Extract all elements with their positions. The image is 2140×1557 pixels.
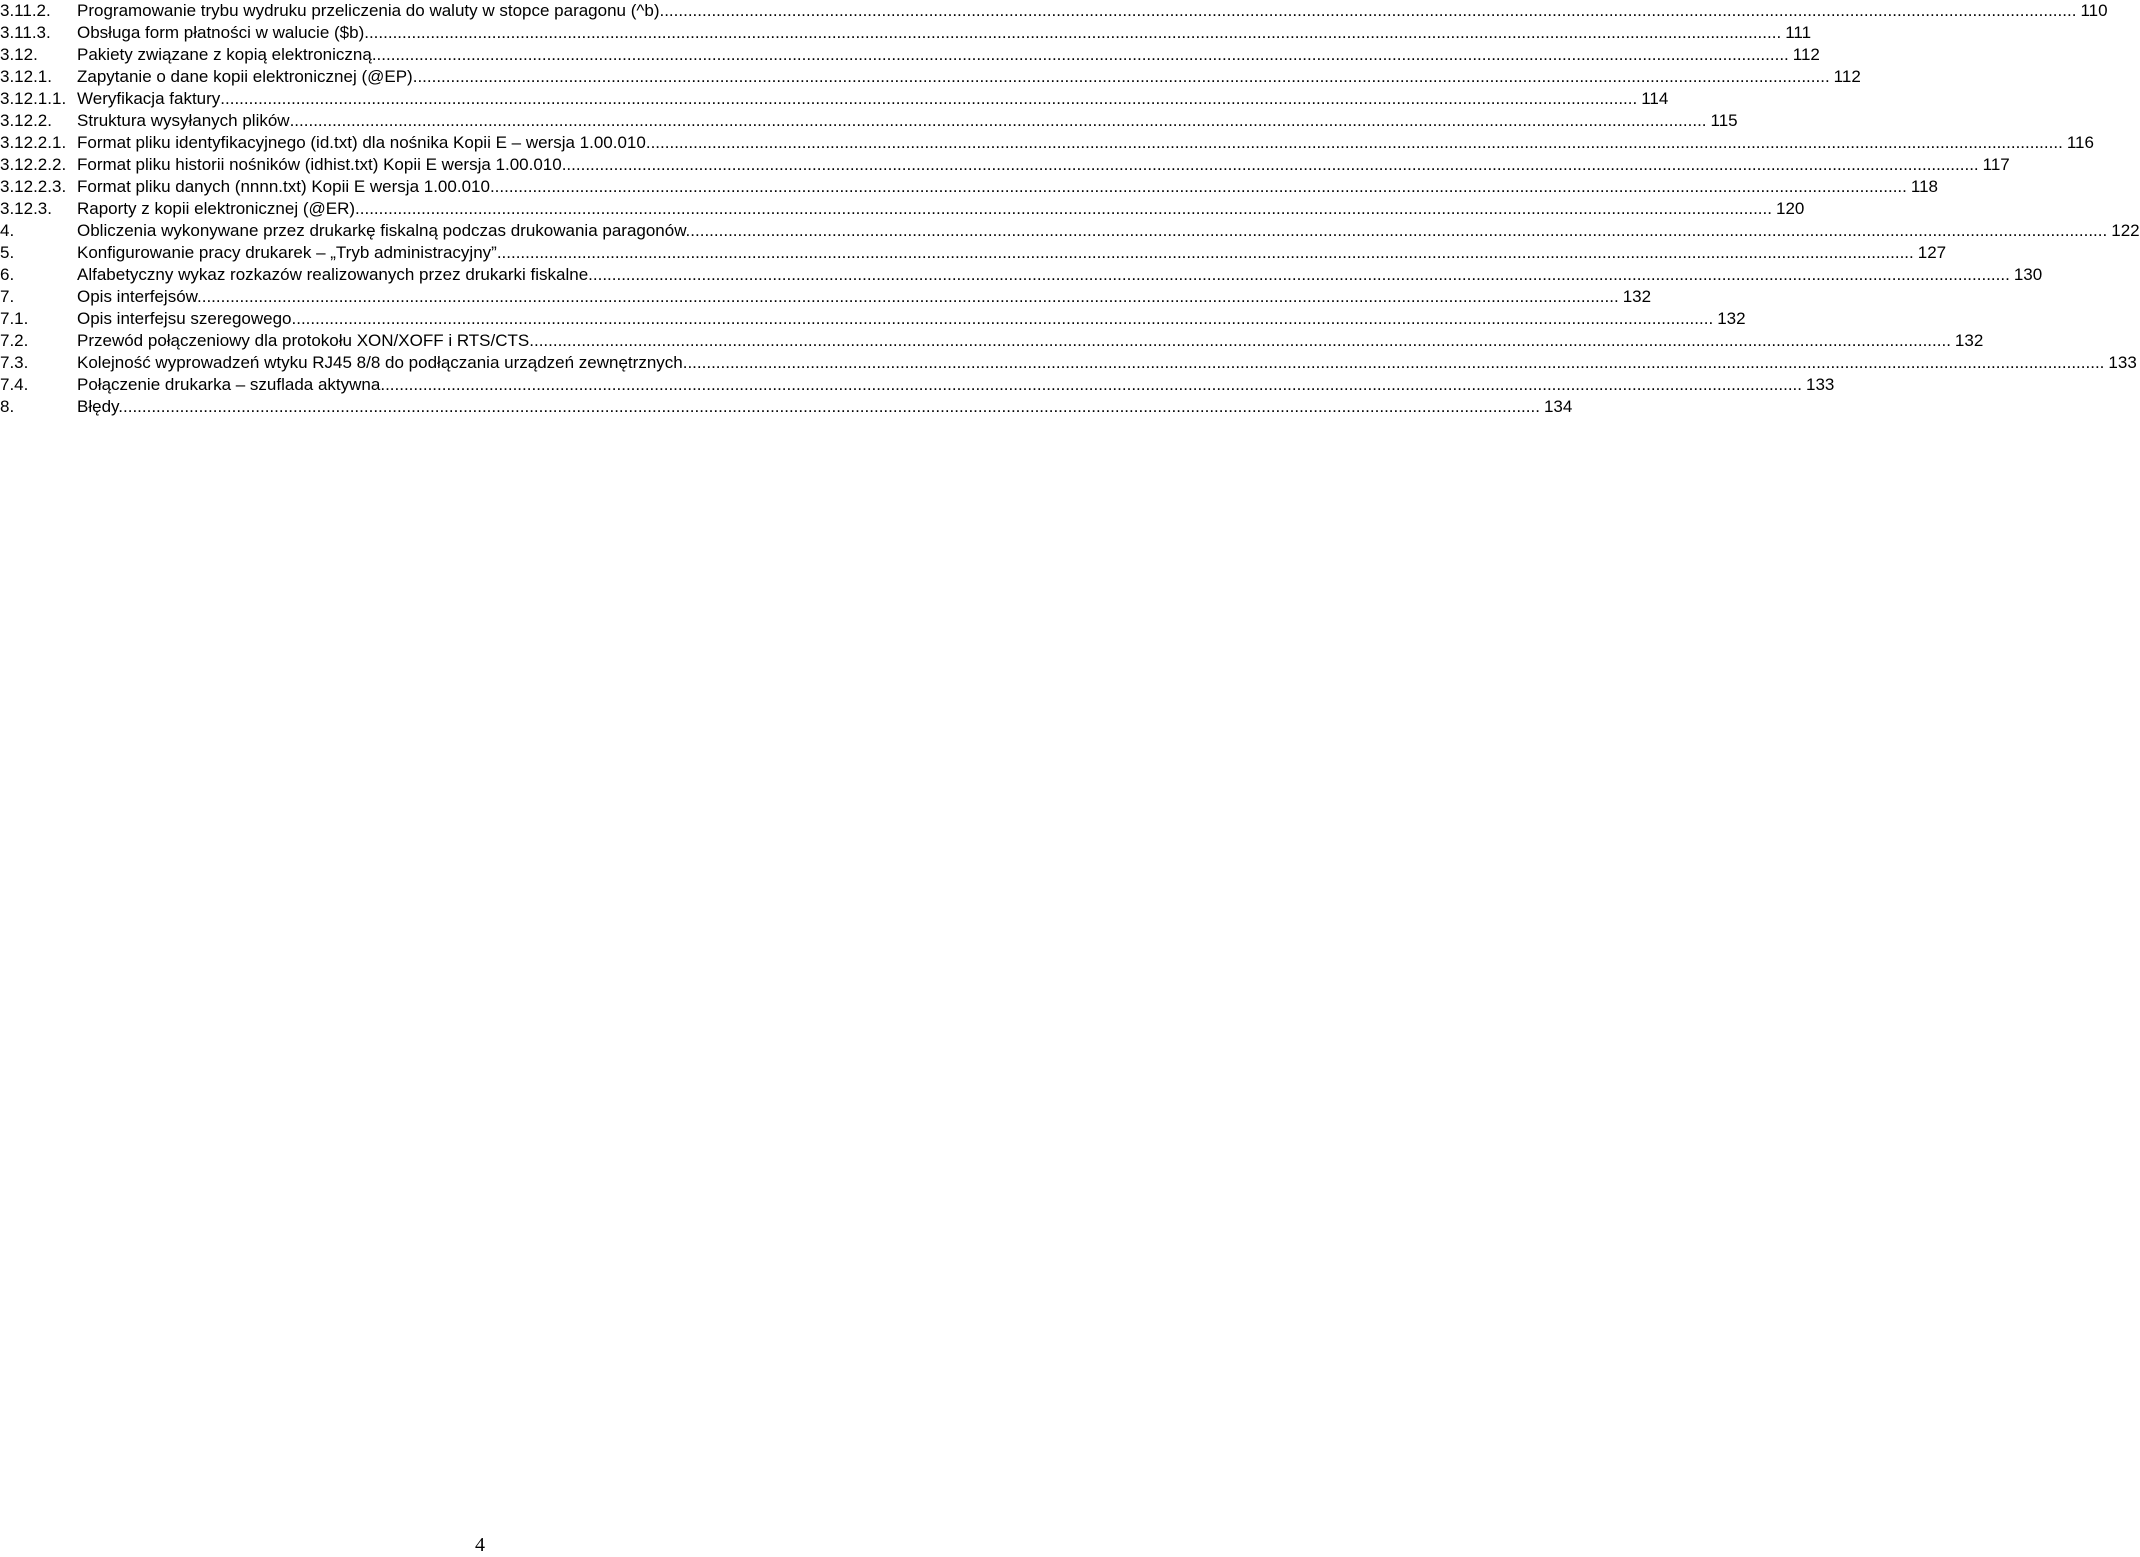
toc-entry-title: Konfigurowanie pracy drukarek – „Tryb administracyjny”	[77, 243, 497, 262]
toc-entry	[0, 44, 1820, 66]
dot-leader: ............................................................................................................................................................................................................................................................................................................	[289, 111, 1707, 130]
toc-entry-page: 134	[1543, 397, 1573, 416]
toc-entry-title: Obsługa form płatności w walucie ($b)	[77, 23, 365, 42]
toc-entry-page: 112	[1833, 67, 1861, 86]
toc-entry-number: 8.	[0, 397, 15, 416]
toc-entry-number: 5.	[0, 243, 15, 262]
toc-entry-page: 110	[2080, 1, 2108, 20]
toc-entry-page: 133	[2108, 353, 2137, 372]
toc-entry-page: 130	[2013, 265, 2043, 284]
dot-leader: ............................................................................................................................................................................................................................................................................................................	[385, 375, 1803, 394]
dot-leader: ............................................................................................................................................................................................................................................................................................................	[659, 1, 2077, 20]
toc-entry	[0, 154, 2010, 176]
toc-entry-number: 7.3.	[0, 353, 29, 372]
toc-entry	[0, 132, 2094, 154]
toc-entry-title: Format pliku historii nośników (idhist.txt) Kopii E wersja 1.00.010	[77, 155, 562, 174]
dot-leader: ............................................................................................................................................................................................................................................................................................................	[489, 177, 1907, 196]
toc-entry-title: Przewód połączeniowy dla protokołu XON/XOFF i RTS/CTS.	[77, 331, 534, 350]
toc-entry	[0, 176, 1938, 198]
toc-entry	[0, 66, 1861, 88]
toc-entry-title: Alfabetyczny wykaz rozkazów realizowanych przez drukarki fiskalne.	[77, 265, 593, 284]
toc-entry	[0, 110, 1738, 132]
dot-leader: ............................................................................................................................................................................................................................................................................................................	[592, 265, 2010, 284]
dot-leader: ............................................................................................................................................................................................................................................................................................................	[220, 89, 1638, 108]
toc-entry-number: 3.11.2.	[0, 1, 51, 20]
toc-entry-page: 115	[1710, 111, 1738, 130]
toc-entry-page: 132	[1622, 287, 1652, 306]
toc-entry	[0, 286, 1652, 308]
toc-entry-title: Weryfikacja faktury	[77, 89, 221, 108]
toc-entry-title: Błędy.	[77, 397, 123, 416]
toc-entry-page: 114	[1641, 89, 1669, 108]
toc-entry	[0, 88, 1669, 110]
toc-entry-number: 3.12.2.1.	[0, 133, 67, 152]
toc-entry-number: 3.11.3.	[0, 23, 51, 42]
toc-entry-title: Raporty z kopii elektronicznej (@ER)	[77, 199, 356, 218]
toc-entry	[0, 198, 1805, 220]
toc-entry-number: 7.1.	[0, 309, 29, 328]
toc-entry-title: Format pliku danych (nnnn.txt) Kopii E wersja 1.00.010	[77, 177, 490, 196]
toc-entry-number: 7.4.	[0, 375, 29, 394]
toc-entry	[0, 220, 2140, 242]
toc-entry	[0, 264, 2043, 286]
toc-entry	[0, 396, 1573, 418]
toc-entry-page: 120	[1775, 199, 1805, 218]
toc-entry-number: 3.12.	[0, 45, 38, 64]
dot-leader: ............................................................................................................................................................................................................................................................................................................	[201, 287, 1619, 306]
toc-entry-page: 127	[1917, 243, 1947, 262]
toc-entry-page: 112	[1792, 45, 1820, 64]
dot-leader: ............................................................................................................................................................................................................................................................................................................	[412, 67, 1830, 86]
toc-entry-number: 3.12.2.2.	[0, 155, 67, 174]
toc-entry-title: Opis interfejsów.	[77, 287, 202, 306]
dot-leader: ............................................................................................................................................................................................................................................................................................................	[690, 221, 2108, 240]
toc-entry	[0, 352, 2137, 374]
dot-leader: ............................................................................................................................................................................................................................................................................................................	[687, 353, 2105, 372]
toc-entry-title: Format pliku identyfikacyjnego (id.txt) dla nośnika Kopii E – wersja 1.00.010	[77, 133, 646, 152]
toc-entry-number: 4.	[0, 221, 15, 240]
dot-leader: ............................................................................................................................................................................................................................................................................................................	[533, 331, 1951, 350]
toc-entry-title: Zapytanie o dane kopii elektronicznej (@EP)	[77, 67, 413, 86]
toc-entry	[0, 0, 2108, 22]
toc-entry-page: 133	[1806, 375, 1835, 394]
toc-entry-page: 117	[1982, 155, 2010, 174]
toc-entry-page: 122	[2111, 221, 2140, 240]
toc-entry-page: 132	[1717, 309, 1746, 328]
page-number: 4	[475, 1534, 485, 1556]
toc-entry-number: 3.12.3.	[0, 199, 52, 218]
toc-entry-page: 118	[1910, 177, 1938, 196]
toc-entry-title: Pakiety związane z kopią elektroniczną	[77, 45, 372, 64]
toc-entry-title: Kolejność wyprowadzeń wtyku RJ45 8/8 do podłączania urządzeń zewnętrznych.	[77, 353, 688, 372]
toc-entry-title: Obliczenia wykonywane przez drukarkę fiskalną podczas drukowania paragonów.	[77, 221, 691, 240]
dot-leader: ............................................................................................................................................................................................................................................................................................................	[645, 133, 2063, 152]
toc-entry	[0, 22, 1812, 44]
toc-entry-number: 3.12.1.1.	[0, 89, 67, 108]
toc-entry-page: 132	[1954, 331, 1984, 350]
toc-entry-number: 7.	[0, 287, 15, 306]
dot-leader: ............................................................................................................................................................................................................................................................................................................	[364, 23, 1782, 42]
toc-entry	[0, 330, 1984, 352]
dot-leader: ............................................................................................................................................................................................................................................................................................................	[296, 309, 1714, 328]
toc-entry	[0, 374, 1835, 396]
toc-entry-number: 6.	[0, 265, 15, 284]
toc-entry-number: 7.2.	[0, 331, 29, 350]
toc-entry-page: 116	[2066, 133, 2094, 152]
toc-entry	[0, 308, 1746, 330]
toc-entry-title: Połączenie drukarka – szuflada aktywna.	[77, 375, 386, 394]
toc-entry-title: Opis interfejsu szeregowego.	[77, 309, 297, 328]
toc-entry-title: Programowanie trybu wydruku przeliczenia do waluty w stopce paragonu (^b)	[77, 1, 660, 20]
toc-entry-number: 3.12.2.	[0, 111, 52, 130]
toc-entry	[0, 242, 1947, 264]
toc-entry-page: 111	[1785, 23, 1812, 42]
toc-entry-number: 3.12.2.3.	[0, 177, 67, 196]
toc-entry-title: Struktura wysyłanych plików	[77, 111, 290, 130]
dot-leader: ............................................................................................................................................................................................................................................................................................................	[496, 243, 1914, 262]
dot-leader: ............................................................................................................................................................................................................................................................................................................	[561, 155, 1979, 174]
dot-leader: ............................................................................................................................................................................................................................................................................................................	[355, 199, 1772, 218]
dot-leader: ............................................................................................................................................................................................................................................................................................................	[371, 45, 1789, 64]
toc-entry-number: 3.12.1.	[0, 67, 52, 86]
dot-leader: ............................................................................................................................................................................................................................................................................................................	[123, 397, 1540, 416]
